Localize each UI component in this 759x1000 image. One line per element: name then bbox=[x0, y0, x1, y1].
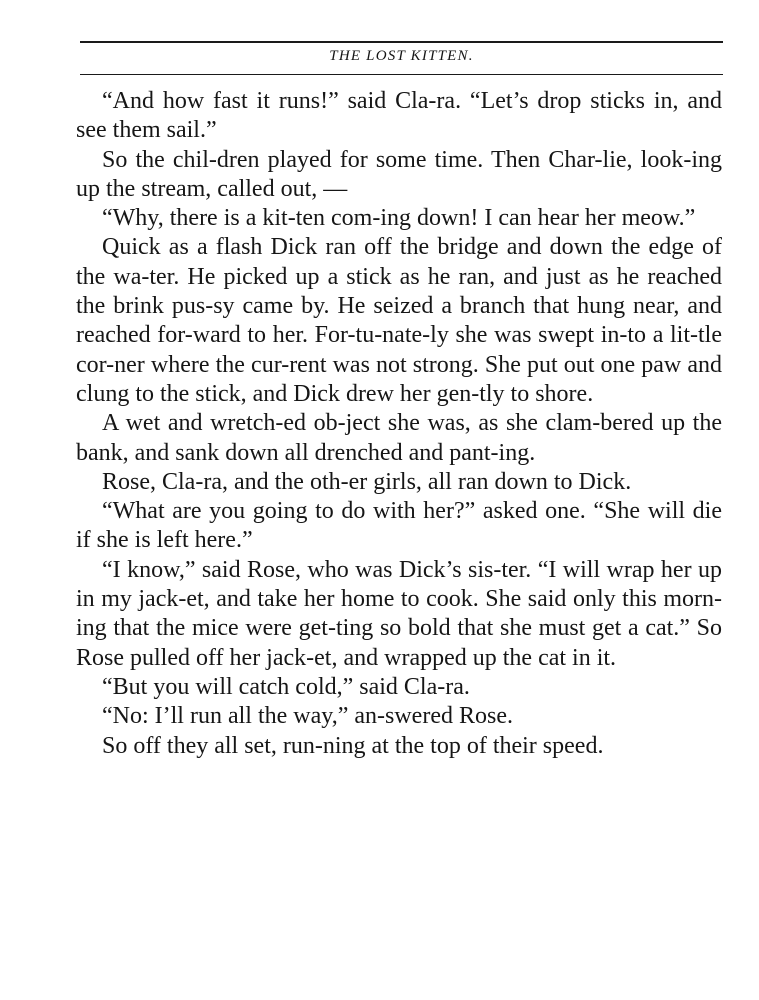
paragraph: So the chil-dren played for some time. Then Char-lie, look-ing up the stream, called out, — bbox=[76, 146, 722, 202]
header-rule-top bbox=[80, 41, 723, 43]
paragraph: Quick as a flash Dick ran off the bridge and down the edge of the wa-ter. He picked up a stick as he ran, and just as he reached the brink pus-sy came by. He seized a branch that hung near, and reached for-ward to her. For-tu-nate-ly she was swept in-to a lit-tle cor-ner where the cur-rent was not strong. She put out one paw and clung to the stick, and Dick drew her gen-tly to shore. bbox=[76, 234, 722, 407]
paragraph: “Why, there is a kit-ten com-ing down! I can hear her meow.” bbox=[102, 205, 696, 232]
paragraph: “I know,” said Rose, who was Dick’s sis-ter. “I will wrap her up in my jack-et, and take her home to cook. She said only this morn-ing that the mice were get-ting so bold that she must get a cat.” So Rose pulled off her jack-et, and wrapped up the cat in it. bbox=[76, 556, 722, 671]
paragraph: “And how fast it runs!” said Cla-ra. “Let’s drop sticks in, and see them sail.” bbox=[76, 88, 722, 144]
paragraph: Rose, Cla-ra, and the oth-er girls, all ran down to Dick. bbox=[102, 468, 632, 495]
paragraph: A wet and wretch-ed ob-ject she was, as she clam-bered up the bank, and sank down all drenched and pant-ing. bbox=[76, 410, 722, 466]
running-head: THE LOST KITTEN. bbox=[329, 48, 474, 64]
paragraph: “No: I’ll run all the way,” an-swered Rose. bbox=[102, 703, 513, 730]
paragraph: So off they all set, run-ning at the top of their speed. bbox=[102, 732, 604, 759]
paragraph: “But you will catch cold,” said Cla-ra. bbox=[102, 673, 470, 700]
header-rule-bottom bbox=[80, 74, 723, 75]
story-text bbox=[76, 87, 722, 761]
paragraph: “What are you going to do with her?” asked one. “She will die if she is left here.” bbox=[76, 498, 722, 554]
